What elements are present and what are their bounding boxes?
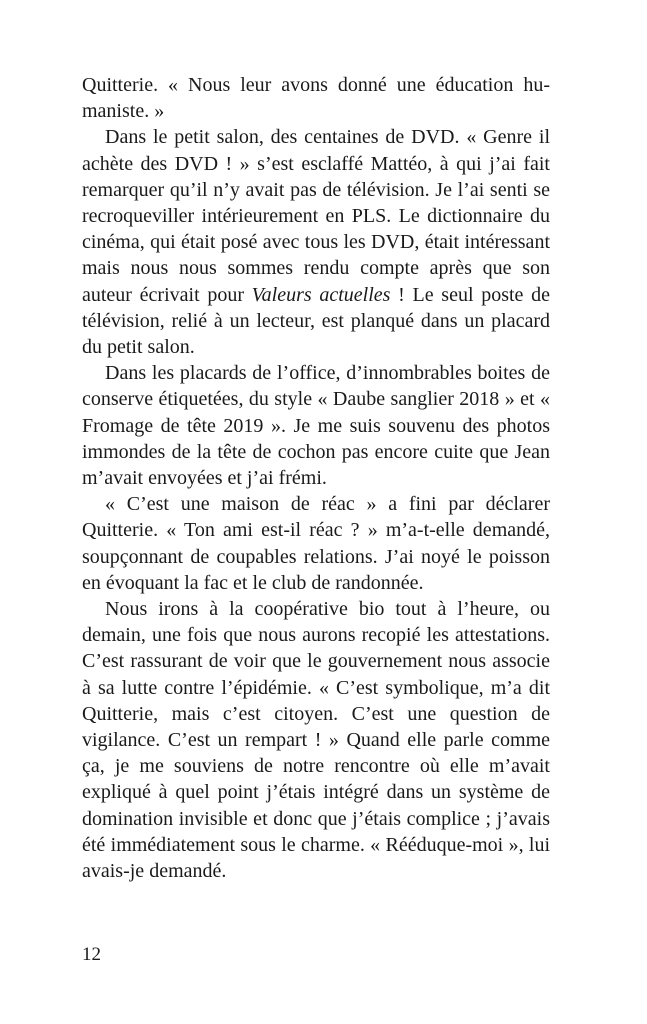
magazine-title: Valeurs actuelles <box>251 283 391 306</box>
page-body <box>82 72 550 884</box>
paragraph-3: Dans les placards de l’office, d’innombrables boites de conserve étiquetées, du style « Daube sanglier 2018 » et « Fromage de tête 2019 ». Je me suis souvenu des photos immondes de la tête de cochon pas encore cuite que Jean m’avait envoyées et j’ai frémi. <box>82 362 550 490</box>
paragraph-4: « C’est une maison de réac » a fini par déclarer Quitterie. « Ton ami est-il réac ? » m’a-t-elle demandé, soupçonnant de coupables relations. J’ai noyé le poisson en évoquant la fac et le club de randonnée. <box>82 493 550 594</box>
paragraph-2-text-b: ! Le seul poste de télévision, relié à un lecteur, est planqué dans un placard du petit salon. <box>82 283 550 359</box>
page-number: 12 <box>82 944 101 965</box>
paragraph-2 <box>82 124 550 360</box>
paragraph-2-text-a: Dans le petit salon, des centaines de DVD. « Genre il achète des DVD ! » s’est esclaffé Mattéo, à qui j’ai fait remarquer qu’il n’y avait pas de télévision. Je l’ai senti se recroqueviller intérieurement en PLS. Le dictionnaire du cinéma, qui était posé avec tous les DVD, était intéressant mais nous nous sommes rendu compte après que son auteur écrivait pour <box>82 126 550 306</box>
paragraph-1: Quitterie. « Nous leur avons donné une éducation humaniste. » <box>82 74 550 123</box>
paragraph-5: Nous irons à la coopérative bio tout à l’heure, ou demain, une fois que nous aurons recopié les attestations. C’est rassurant de voir que le gouvernement nous associe à sa lutte contre l’épidémie. « C’est symbolique, m’a dit Quitterie, mais c’est citoyen. C’est une question de vigilance. C’est un rempart ! » Quand elle parle comme ça, je me souviens de notre rencontre où elle m’avait expliqué à quel point j’étais intégré dans un système de domination invisible et donc que j’étais complice ; j’avais été immédiatement sous le charme. « Rééduque-moi », lui avais-je demandé. <box>82 598 550 883</box>
